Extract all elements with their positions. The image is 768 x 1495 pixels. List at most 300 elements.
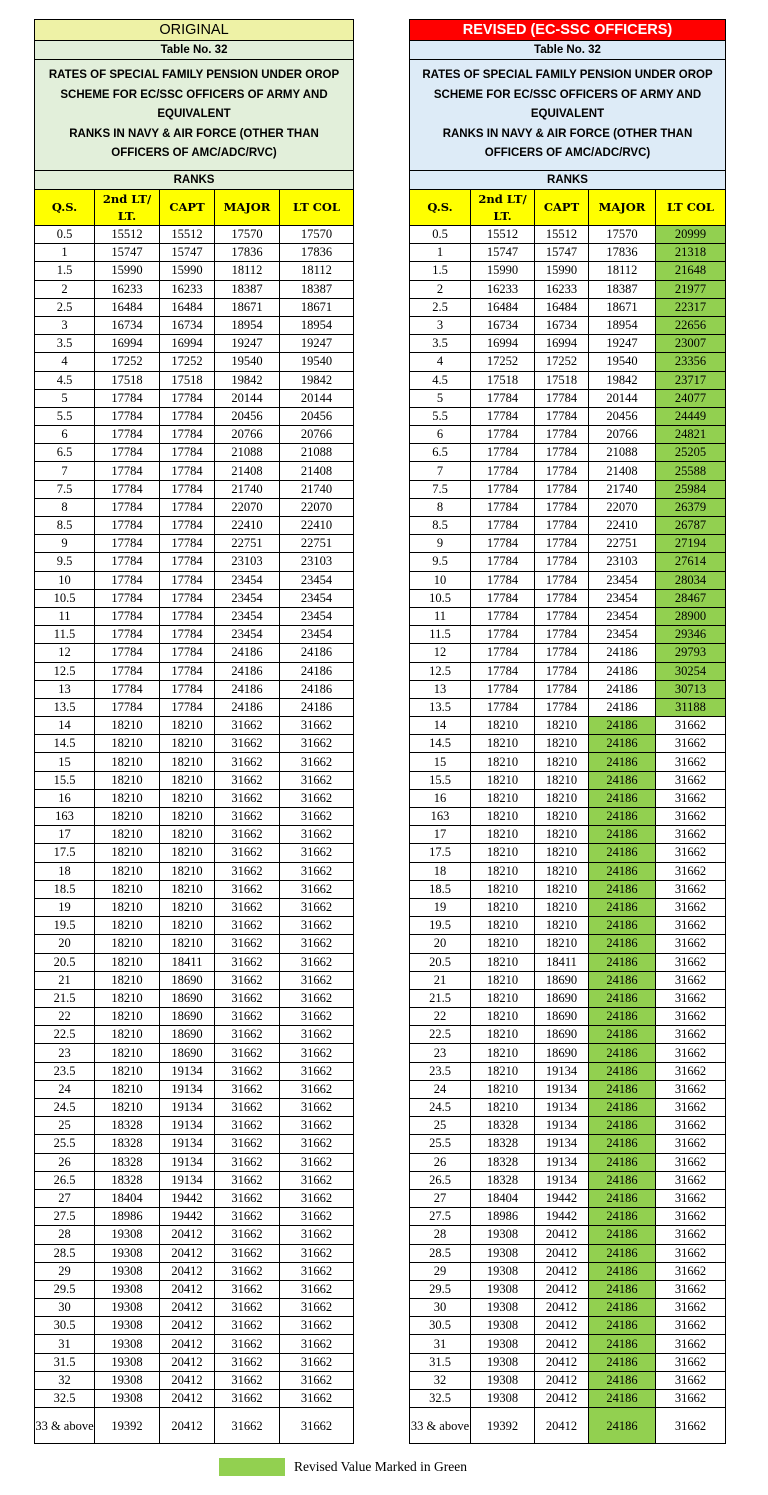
table-row — [35, 1335, 354, 1353]
cell-qs: 20 — [35, 935, 95, 953]
cell-lt-col: 21648 — [656, 262, 726, 280]
cell-qs: 11.5 — [410, 626, 471, 644]
cell-capt: 18210 — [160, 935, 215, 953]
cell-capt: 20412 — [535, 1226, 589, 1244]
cell-capt: 18210 — [160, 862, 215, 880]
cell-lt-col: 31662 — [280, 1008, 354, 1026]
cell-2nd-lt: 18210 — [471, 1062, 535, 1080]
table-row — [35, 626, 354, 644]
cell-lt-col: 31662 — [280, 953, 354, 971]
cell-lt-col: 31662 — [656, 1244, 726, 1262]
cell-qs: 17 — [35, 826, 95, 844]
cell-major: 21740 — [215, 480, 280, 498]
table-row — [410, 407, 726, 425]
cell-qs: 28 — [35, 1226, 95, 1244]
cell-major: 31662 — [215, 862, 280, 880]
cell-qs: 23.5 — [35, 1062, 95, 1080]
cell-lt-col: 31662 — [656, 1135, 726, 1153]
cell-lt-col: 20456 — [280, 407, 354, 425]
cell-capt: 17784 — [160, 389, 215, 407]
cell-qs: 27.5 — [410, 1208, 471, 1226]
cell-lt-col: 19842 — [280, 371, 354, 389]
cell-2nd-lt: 19308 — [471, 1390, 535, 1408]
cell-2nd-lt: 18210 — [471, 862, 535, 880]
column-header-2nd-lt: 2nd LT/ LT. — [471, 190, 535, 226]
cell-lt-col: 22410 — [280, 517, 354, 535]
cell-capt: 18210 — [160, 898, 215, 916]
cell-major: 23454 — [589, 607, 656, 625]
cell-major: 17570 — [215, 226, 280, 244]
cell-capt: 18690 — [535, 1044, 589, 1062]
cell-qs: 21.5 — [35, 989, 95, 1007]
original-ranks-label: RANKS — [35, 171, 354, 190]
table-row — [410, 735, 726, 753]
cell-qs: 9.5 — [410, 553, 471, 571]
cell-2nd-lt: 17784 — [95, 462, 160, 480]
table-row — [410, 553, 726, 571]
cell-major: 31662 — [215, 1008, 280, 1026]
revised-table-body — [410, 226, 726, 1444]
cell-major: 18112 — [215, 262, 280, 280]
table-row — [35, 971, 354, 989]
cell-lt-col: 31662 — [280, 1153, 354, 1171]
cell-major: 17836 — [589, 244, 656, 262]
cell-lt-col: 31662 — [656, 971, 726, 989]
cell-major: 31662 — [215, 1317, 280, 1335]
cell-lt-col: 31662 — [656, 717, 726, 735]
cell-capt: 17784 — [160, 662, 215, 680]
cell-capt: 18690 — [160, 989, 215, 1007]
cell-major: 24186 — [589, 917, 656, 935]
cell-capt: 17784 — [535, 498, 589, 516]
cell-lt-col: 24186 — [280, 662, 354, 680]
cell-2nd-lt: 18210 — [95, 1062, 160, 1080]
cell-qs: 13 — [35, 680, 95, 698]
cell-2nd-lt: 19308 — [95, 1244, 160, 1262]
cell-capt: 20412 — [535, 1244, 589, 1262]
cell-major: 24186 — [589, 844, 656, 862]
table-row — [35, 444, 354, 462]
cell-capt: 20412 — [160, 1335, 215, 1353]
cell-qs: 24 — [410, 1080, 471, 1098]
cell-capt: 18210 — [535, 753, 589, 771]
column-header-major: MAJOR — [589, 190, 656, 226]
table-row — [35, 1226, 354, 1244]
table-row — [35, 753, 354, 771]
cell-2nd-lt: 16734 — [471, 316, 535, 334]
cell-capt: 19134 — [535, 1099, 589, 1117]
cell-capt: 18210 — [535, 735, 589, 753]
table-row — [35, 935, 354, 953]
cell-capt: 17784 — [535, 589, 589, 607]
cell-major: 24186 — [589, 1299, 656, 1317]
cell-capt: 17784 — [535, 407, 589, 425]
table-row — [35, 498, 354, 516]
cell-qs: 25.5 — [35, 1135, 95, 1153]
cell-qs: 27.5 — [35, 1208, 95, 1226]
table-row — [410, 1044, 726, 1062]
table-row — [410, 298, 726, 316]
cell-capt: 17518 — [160, 371, 215, 389]
cell-capt: 19442 — [160, 1189, 215, 1207]
cell-2nd-lt: 17784 — [471, 698, 535, 716]
table-row — [410, 498, 726, 516]
cell-capt: 17784 — [535, 607, 589, 625]
cell-major: 24186 — [589, 771, 656, 789]
table-row — [35, 1262, 354, 1280]
cell-qs: 22 — [410, 1008, 471, 1026]
table-row — [410, 316, 726, 334]
table-row — [410, 935, 726, 953]
cell-2nd-lt: 17252 — [95, 353, 160, 371]
cell-capt: 19134 — [160, 1117, 215, 1135]
cell-lt-col: 31662 — [656, 898, 726, 916]
cell-2nd-lt: 19392 — [471, 1408, 535, 1444]
cell-major: 22751 — [589, 535, 656, 553]
cell-capt: 17784 — [535, 389, 589, 407]
original-title: ORIGINAL — [35, 20, 354, 41]
cell-qs: 32.5 — [35, 1390, 95, 1408]
cell-lt-col: 31662 — [280, 1280, 354, 1298]
cell-major: 23454 — [215, 571, 280, 589]
cell-capt: 16994 — [535, 335, 589, 353]
cell-lt-col: 24186 — [280, 644, 354, 662]
table-row — [410, 880, 726, 898]
cell-major: 31662 — [215, 1335, 280, 1353]
cell-2nd-lt: 18404 — [95, 1189, 160, 1207]
cell-capt: 19134 — [535, 1153, 589, 1171]
table-row — [35, 917, 354, 935]
cell-major: 23454 — [589, 571, 656, 589]
cell-2nd-lt: 19308 — [471, 1244, 535, 1262]
cell-2nd-lt: 18210 — [471, 1099, 535, 1117]
cell-lt-col: 31662 — [280, 862, 354, 880]
cell-lt-col: 31662 — [280, 1408, 354, 1444]
cell-2nd-lt: 17784 — [95, 553, 160, 571]
cell-lt-col: 31662 — [280, 1262, 354, 1280]
cell-2nd-lt: 16734 — [95, 316, 160, 334]
cell-qs: 2 — [35, 280, 95, 298]
cell-qs: 6 — [410, 426, 471, 444]
cell-qs: 4 — [410, 353, 471, 371]
table-row — [410, 1080, 726, 1098]
table-row — [410, 680, 726, 698]
cell-qs: 28.5 — [35, 1244, 95, 1262]
cell-2nd-lt: 16484 — [95, 298, 160, 316]
cell-qs: 16 — [410, 789, 471, 807]
cell-capt: 18210 — [160, 753, 215, 771]
cell-lt-col: 31662 — [280, 917, 354, 935]
cell-2nd-lt: 16233 — [471, 280, 535, 298]
cell-2nd-lt: 18328 — [95, 1171, 160, 1189]
cell-major: 24186 — [589, 1117, 656, 1135]
cell-lt-col: 23454 — [280, 589, 354, 607]
cell-major: 17570 — [589, 226, 656, 244]
cell-capt: 17784 — [535, 462, 589, 480]
table-row — [35, 407, 354, 425]
cell-qs: 13 — [410, 680, 471, 698]
cell-lt-col: 23454 — [280, 607, 354, 625]
cell-major: 24186 — [589, 1408, 656, 1444]
cell-lt-col: 31662 — [280, 1026, 354, 1044]
cell-major: 24186 — [589, 1335, 656, 1353]
cell-lt-col: 22751 — [280, 535, 354, 553]
cell-2nd-lt: 18328 — [471, 1135, 535, 1153]
cell-qs: 19.5 — [35, 917, 95, 935]
cell-major: 31662 — [215, 1371, 280, 1389]
cell-2nd-lt: 19308 — [471, 1226, 535, 1244]
table-row — [410, 335, 726, 353]
cell-lt-col: 31662 — [656, 826, 726, 844]
table-row — [35, 1208, 354, 1226]
cell-qs: 18.5 — [410, 880, 471, 898]
column-header-lt-col: LT COL — [656, 190, 726, 226]
table-row — [410, 444, 726, 462]
cell-capt: 20412 — [535, 1335, 589, 1353]
cell-2nd-lt: 18210 — [471, 898, 535, 916]
cell-lt-col: 24449 — [656, 407, 726, 425]
table-row — [35, 717, 354, 735]
table-row — [410, 371, 726, 389]
cell-2nd-lt: 17784 — [95, 498, 160, 516]
cell-major: 24186 — [589, 735, 656, 753]
cell-major: 31662 — [215, 1135, 280, 1153]
description-line: SCHEME FOR EC/SSC OFFICERS OF ARMY AND — [433, 88, 702, 101]
cell-2nd-lt: 18210 — [471, 844, 535, 862]
cell-major: 18954 — [589, 316, 656, 334]
table-row — [410, 1008, 726, 1026]
cell-lt-col: 31662 — [280, 789, 354, 807]
cell-2nd-lt: 18328 — [471, 1153, 535, 1171]
cell-major: 31662 — [215, 1280, 280, 1298]
cell-qs: 8 — [410, 498, 471, 516]
cell-2nd-lt: 19308 — [95, 1335, 160, 1353]
cell-qs: 10 — [35, 571, 95, 589]
table-row — [410, 426, 726, 444]
cell-qs: 18 — [35, 862, 95, 880]
cell-capt: 17784 — [535, 626, 589, 644]
cell-qs: 1 — [35, 244, 95, 262]
cell-qs: 30 — [35, 1299, 95, 1317]
cell-lt-col: 31662 — [280, 1371, 354, 1389]
cell-lt-col: 31662 — [280, 808, 354, 826]
cell-2nd-lt: 18210 — [95, 1080, 160, 1098]
cell-2nd-lt: 18328 — [95, 1153, 160, 1171]
table-row — [410, 1208, 726, 1226]
cell-2nd-lt: 19308 — [471, 1299, 535, 1317]
cell-qs: 22.5 — [35, 1026, 95, 1044]
cell-major: 24186 — [589, 1244, 656, 1262]
table-row — [410, 662, 726, 680]
cell-capt: 17784 — [535, 426, 589, 444]
cell-capt: 19134 — [535, 1171, 589, 1189]
description-line: EQUIVALENT — [157, 108, 231, 121]
cell-major: 24186 — [589, 898, 656, 916]
table-row — [410, 971, 726, 989]
cell-qs: 27 — [35, 1189, 95, 1207]
cell-capt: 20412 — [160, 1390, 215, 1408]
table-row — [35, 898, 354, 916]
cell-qs: 19 — [410, 898, 471, 916]
table-row — [35, 1153, 354, 1171]
cell-major: 31662 — [215, 1044, 280, 1062]
cell-2nd-lt: 18210 — [471, 1026, 535, 1044]
cell-2nd-lt: 18328 — [95, 1135, 160, 1153]
table-row — [35, 244, 354, 262]
cell-2nd-lt: 16484 — [471, 298, 535, 316]
cell-capt: 18210 — [535, 880, 589, 898]
table-row — [35, 1044, 354, 1062]
table-row — [35, 589, 354, 607]
cell-lt-col: 31662 — [280, 826, 354, 844]
cell-capt: 19134 — [160, 1080, 215, 1098]
cell-qs: 27 — [410, 1189, 471, 1207]
cell-2nd-lt: 18210 — [95, 953, 160, 971]
table-row — [35, 535, 354, 553]
cell-qs: 10.5 — [410, 589, 471, 607]
cell-2nd-lt: 18210 — [95, 1099, 160, 1117]
cell-lt-col: 31662 — [656, 1008, 726, 1026]
cell-major: 24186 — [589, 935, 656, 953]
cell-2nd-lt: 19308 — [95, 1317, 160, 1335]
cell-capt: 20412 — [160, 1317, 215, 1335]
cell-lt-col: 31662 — [280, 1226, 354, 1244]
table-row — [35, 1317, 354, 1335]
cell-lt-col: 22656 — [656, 316, 726, 334]
cell-lt-col: 31662 — [656, 1280, 726, 1298]
cell-major: 31662 — [215, 1390, 280, 1408]
cell-2nd-lt: 19308 — [95, 1226, 160, 1244]
cell-major: 24186 — [589, 1026, 656, 1044]
table-row — [410, 1335, 726, 1353]
cell-lt-col: 31662 — [656, 789, 726, 807]
cell-capt: 18411 — [535, 953, 589, 971]
cell-major: 21088 — [589, 444, 656, 462]
cell-capt: 18210 — [160, 844, 215, 862]
cell-capt: 20412 — [535, 1262, 589, 1280]
cell-capt: 17784 — [160, 444, 215, 462]
original-table-body — [35, 226, 354, 1444]
cell-qs: 25.5 — [410, 1135, 471, 1153]
cell-2nd-lt: 16994 — [471, 335, 535, 353]
cell-major: 24186 — [589, 753, 656, 771]
table-row — [410, 1153, 726, 1171]
table-row — [35, 826, 354, 844]
cell-2nd-lt: 18210 — [471, 789, 535, 807]
cell-lt-col: 31662 — [656, 771, 726, 789]
cell-capt: 18210 — [160, 771, 215, 789]
cell-qs: 17 — [410, 826, 471, 844]
cell-major: 19540 — [589, 353, 656, 371]
cell-2nd-lt: 17784 — [471, 589, 535, 607]
description-line: OFFICERS OF AMC/ADC/RVC) — [484, 147, 651, 160]
cell-capt: 19134 — [160, 1062, 215, 1080]
cell-2nd-lt: 17784 — [471, 662, 535, 680]
table-row — [35, 1117, 354, 1135]
cell-major: 24186 — [589, 880, 656, 898]
cell-lt-col: 26379 — [656, 498, 726, 516]
cell-major: 31662 — [215, 753, 280, 771]
cell-2nd-lt: 17518 — [471, 371, 535, 389]
cell-qs: 3.5 — [410, 335, 471, 353]
table-row — [410, 1135, 726, 1153]
cell-lt-col: 23454 — [280, 626, 354, 644]
cell-major: 22751 — [215, 535, 280, 553]
cell-2nd-lt: 18210 — [95, 880, 160, 898]
cell-capt: 16484 — [535, 298, 589, 316]
cell-major: 31662 — [215, 1099, 280, 1117]
cell-lt-col: 31662 — [280, 935, 354, 953]
cell-2nd-lt: 17784 — [471, 680, 535, 698]
cell-qs: 31 — [410, 1335, 471, 1353]
cell-major: 19247 — [215, 335, 280, 353]
cell-major: 24186 — [215, 662, 280, 680]
cell-capt: 20412 — [160, 1244, 215, 1262]
cell-lt-col: 31662 — [280, 1080, 354, 1098]
cell-lt-col: 31662 — [280, 771, 354, 789]
cell-major: 24186 — [589, 662, 656, 680]
cell-2nd-lt: 17784 — [95, 426, 160, 444]
cell-major: 31662 — [215, 1226, 280, 1244]
cell-major: 24186 — [589, 808, 656, 826]
cell-lt-col: 31662 — [656, 1080, 726, 1098]
cell-2nd-lt: 17784 — [471, 626, 535, 644]
cell-lt-col: 31662 — [280, 1353, 354, 1371]
table-row — [410, 844, 726, 862]
table-row — [35, 862, 354, 880]
cell-qs: 10.5 — [35, 589, 95, 607]
cell-qs: 10 — [410, 571, 471, 589]
cell-capt: 15990 — [535, 262, 589, 280]
description-line: RANKS IN NAVY & AIR FORCE (OTHER THAN — [442, 127, 693, 140]
cell-qs: 28 — [410, 1226, 471, 1244]
cell-2nd-lt: 18328 — [471, 1171, 535, 1189]
cell-capt: 19134 — [160, 1171, 215, 1189]
cell-2nd-lt: 19308 — [95, 1353, 160, 1371]
revised-title: REVISED (EC-SSC OFFICERS) — [410, 20, 726, 41]
cell-lt-col: 22070 — [280, 498, 354, 516]
cell-lt-col: 31662 — [656, 1262, 726, 1280]
cell-2nd-lt: 18210 — [95, 898, 160, 916]
table-row — [410, 517, 726, 535]
cell-2nd-lt: 17784 — [95, 644, 160, 662]
cell-qs: 13.5 — [410, 698, 471, 716]
cell-major: 21408 — [215, 462, 280, 480]
cell-2nd-lt: 18210 — [95, 753, 160, 771]
cell-major: 24186 — [589, 1280, 656, 1298]
cell-2nd-lt: 17784 — [471, 571, 535, 589]
cell-major: 31662 — [215, 771, 280, 789]
cell-lt-col: 31662 — [656, 1062, 726, 1080]
table-row — [410, 771, 726, 789]
cell-qs: 8.5 — [35, 517, 95, 535]
table-row — [410, 626, 726, 644]
cell-major: 24186 — [589, 1062, 656, 1080]
cell-major: 24186 — [589, 644, 656, 662]
cell-qs: 30.5 — [410, 1317, 471, 1335]
cell-capt: 16734 — [535, 316, 589, 334]
cell-major: 24186 — [589, 1353, 656, 1371]
cell-capt: 17784 — [535, 680, 589, 698]
cell-capt: 18210 — [535, 789, 589, 807]
cell-qs: 8 — [35, 498, 95, 516]
cell-capt: 18210 — [535, 862, 589, 880]
original-table-number: Table No. 32 — [35, 41, 354, 60]
cell-capt: 17784 — [535, 444, 589, 462]
cell-major: 31662 — [215, 735, 280, 753]
cell-2nd-lt: 15512 — [471, 226, 535, 244]
cell-capt: 17784 — [160, 589, 215, 607]
